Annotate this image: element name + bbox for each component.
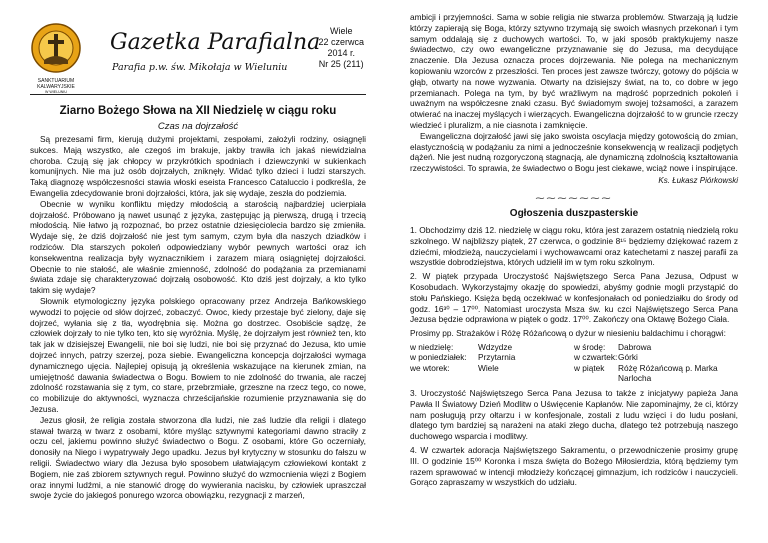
- duty-schedule: [410, 342, 738, 384]
- duty-day: w niedzielę:: [410, 341, 454, 352]
- duty-row: [410, 363, 738, 384]
- duty-group: Wiele: [478, 362, 499, 373]
- duty-group: Dabrowa: [618, 341, 652, 352]
- article-subhead: Czas na dojrzałość: [157, 121, 239, 132]
- article-headline: Ziarno Bożego Słowa na XII Niedzielę w ciągu roku: [59, 105, 337, 117]
- announcement-item: 4. W czwartek adoracja Najświętszego Sakramentu, o przewodniczenie prosimy grupę III. O godzinie 15⁰⁰ Koronka i msza święta do Bożego Miłosierdzia, którą będziemy tym razem sprawować w intencji młodzieży kończącej gimnazjum, ich rodziców i nauczycieli. Gorąco zapraszamy w wszystkich do udziału.: [410, 444, 738, 488]
- duty-group: Przytarnia: [478, 352, 516, 363]
- duty-row: [410, 342, 738, 353]
- duty-day: w poniedziałek:: [410, 352, 467, 363]
- duty-day: w środę:: [574, 341, 606, 352]
- svg-text:KALWARYJSKIE: KALWARYJSKIE: [37, 84, 75, 90]
- article-paragraph: Słownik etymologiczny języka polskiego opracowany przez Andrzeja Bańkowskiego wywodzi to pojęcie od słów dojrzeć, zobaczyć. Owoc, kiedy przestaje być zielony, daje się dojrzeć, wyłania się z tła, wyodrębnia się. Można go dostrzec. Osobiście sądzę, że człowiek dojrzały to nie tylko ten, kto się wyróżnia. Myślę, że dojrzałym jest również ten, kto tak jak w dzisiejszej Ewangelii, nie boi się ludzi, nie boi się przyznać do Jezusa, kto umie dojrzeć innych, patrzy szerzej, poza siebie. Ewangeliczna koncepcja dojrzałości wymaga dynamicznego ujęcia. Najlepiej opisują ją określenia wskazujące na kierunek zmian, na umiejętność dawania świadectwa o Bogu. Bowiem to nie zdolność do trwania, ale raczej zdolność rozstawania się z tym, co stare, przebrzmiałe, grzeszne na rzecz tego, co nowe, co mobilizuje do aktywności, wyznacza chrześcijańskie rozumienie przyznawania się do Jezusa.: [30, 295, 366, 414]
- svg-text:SANKTUARIUM: SANKTUARIUM: [37, 78, 75, 84]
- gazette-title: Gazetka Parafialna: [110, 30, 321, 55]
- duty-row: [410, 352, 738, 363]
- duty-group: Wdzydze: [478, 341, 513, 352]
- issue-number: Nr 25 (211): [318, 59, 364, 69]
- announcement-item: Prosimy pp. Strażaków i Różę Różańcową o dyżur w niesieniu baldachimu i chorągwi:: [410, 328, 726, 339]
- announcement-item: 3. Uroczystość Najświętszego Serca Pana Jezusa to także z inicjatywy papieża Jana Pawła II Światowy Dzień Modlitw o Uświęcenie Kapłanów. Nie zapominajmy, że ci, którzy nam posługują przy ołtarzu i w konfesjonale, zostali z ludu wzięci i do ludu posłani, dlatego tym bardziej są narażeni na ataki złego ducha, dlatego też potrzebują naszego duchowego wsparcia i modlitwy.: [410, 387, 738, 442]
- article-paragraph: Jezus głosił, że religia została stworzona dla ludzi, nie zaś ludzie dla religii i dlatego stawał twarzą w twarz z osobami, które myśląc sztywnymi kategoriami dawno straciły z oczu cel, jakiemu powinno służyć świadectwo o Bogu. Z osobami, które Go oczerniały, donosiły na Niego i wypatrywały Jego upadku. Jezus był krytyczny w stosunku do fałszu w religii. Świadectwo wiary dla Jezusa było sposobem ułatwiającym człowiekowi kontakt z Bogiem, nie zaś zbiorem sztywnych reguł. Powinno służyć do wzmocnienia więzi z Bogiem oraz innymi ludźmi, a nie stanowić drogę do wywierania nacisku, by człowiek upraszczał swoje życie do jakiegoś ponurego wzorca obowiązku, rezygnacji z marzeń,: [30, 414, 366, 501]
- duty-group: Różę Różańcową p. Marka Narlocha: [618, 362, 718, 384]
- svg-text:W WIELUNIU: W WIELUNIU: [45, 90, 67, 94]
- issue-info: [318, 26, 364, 70]
- right-column: [410, 12, 738, 491]
- announcements-title: Ogłoszenia duszpasterskie: [509, 207, 639, 219]
- article-continuation: ambicji i przyjemności. Sama w sobie religia nie stwarza problemów. Stwarzają ją ludzie którzy zapierają się Boga, którzy sztywno trzymają się swoich własnych przekonań i tym samym oddalają się z duchowych wartości. To, w jaki sposób praktykujemy nasze świadectwo, czy owo ewangeliczne przyznawanie się do Jezusa, ma decydujące znaczenie. Dla Jezusa oznacza proces dojrzewania. Nie polega na mechanicznym kopiowaniu wzorców z przeszłości. Ten proces jest zawsze twórczy, gotowy do pójścia w głąb, otwarty na nowe wyzwania. Otwarty na dzisiejszy świat, na to, co dobre w jego przemianach. Polega na tym, by być wrażliwym na mądrość poprzednich pokoleń i uważnym na współczesne znaki czasu. Być świadomym swojej tożsamości, a zarazem otwierać na inaczej myślących i wierzących. Ewangeliczna dojrzałość to w gruncie rzeczy wiedzieć i pluralizm, a nie ciasnota i zamknięcie.: [410, 12, 738, 130]
- article-paragraph: Są prezesami firm, kierują dużymi projektami, zespołami, założyli rodziny, osiągnęli sukces. Mają wszystko, ale czegoś im brakuje, jakby trawiła ich jakaś niewidzialna choroba. Czują się jak chłopcy w przykrótkich spodniach i dziewczynki w sukienkach komunijnych. Nie ma już osób dojrzałych, zniknęły. Widać tylko dzieci i ludzi starszych. Taką diagnozę współczesności stawia włoski eseista Francesco Cataluccio i podkreśla, że Ewangelia zdecydowanie broni dojrzałości, która, jak się wydaje, zeszła do podziemia.: [30, 134, 366, 198]
- sanctuary-logo-icon: [30, 22, 82, 94]
- masthead: [30, 22, 366, 95]
- duty-day: w piątek: [574, 362, 605, 373]
- ornament-separator: ⁓⁓⁓⁓⁓⁓⁓: [535, 192, 613, 203]
- duty-day: we wtorek:: [410, 362, 450, 373]
- article-continuation-2: Ewangeliczna dojrzałość jawi się jako swoista oscylacja między gotowością do zmian, elastycznością w podążaniu za nimi a jednocześnie konsekwencją w realizacji podjętych dążeń. Nie jest nudną rozgoryczoną stagnacją, ale dynamiczną zdolnością kształtowania rzeczywistości. To sprawia, że świadectwo o Bogu jest ciekawe, wciąż nowe i inspirujące.: [410, 130, 738, 174]
- issue-year: 2014 r.: [327, 48, 355, 58]
- duty-group: Górki: [618, 352, 638, 363]
- issue-date: 22 czerwca: [318, 37, 364, 47]
- left-column: [30, 22, 366, 501]
- article-author: Ks. Łukasz Piórkowski: [658, 175, 738, 185]
- duty-day: w czwartek:: [574, 352, 618, 363]
- gazette-subtitle: Parafia p.w. św. Mikołaja w Wieluniu: [112, 62, 288, 73]
- announcement-item: 1. Obchodzimy dziś 12. niedzielę w ciągu roku, która jest zarazem ostatnią niedzielą roku szkolnego. W najbliższy piątek, 27 czerwca, o godzinie 8¹⁵ będziemy dziękować razem z dziećmi, młodzieżą, nauczycielami i wychowawcami oraz katechetami z naszej parafii za wszystkie dobrodziejstwa, których udzielił im w tym roku szkolnym.: [410, 224, 738, 268]
- announcement-item: 2. W piątek przypada Uroczystość Najświętszego Serca Pana Jezusa, Odpust w Kosobudach. Wykorzystajmy okazję do spowiedzi, abyśmy godnie mogli przystąpić do stołu Pańskiego. Księża będą oczekiwać w konfesjonałach od poniedziałku do środy od godz. 16³⁰ – 17⁰⁰. Natomiast uroczysta Msza św. ku czci Najświętszego Serca Pana Jezusa będzie odprawiona w piątek o godz. 17⁰⁰. Zakończy ona Oktawę Bożego Ciała.: [410, 271, 738, 325]
- issue-place: Wiele: [329, 26, 353, 36]
- article-paragraph: Obecnie w wyniku konfliktu między młodością a starością najbardziej ucierpiała dojrzałość. Próbowano ją nawet usunąć z języka, zastępując ją pierwszą, drugą i trzecią młodością. Nie łatwo ją rozpoznać, bo przez ostatnie dziesięciolecia bardzo się zmieniła. Wydaje się, że dziś dojrzałość nie jest tym samym, czym była dla naszych dziadków i rodziców. Dla starszych pokoleń odpowiedziany wybór pewnych wartości oraz ich konsekwentna realizacja były wyznacznikiem i zarazem miarą osiągniętej dojrzałości. Obecnie to nie stałość, ale właśnie zmienność, zdolność do podążania za przemianami świata zdaje się charakteryzować dojrzałą osobowość. Kto dziś jest dojrzały, a kto tylko takim się wydaje?: [30, 198, 366, 296]
